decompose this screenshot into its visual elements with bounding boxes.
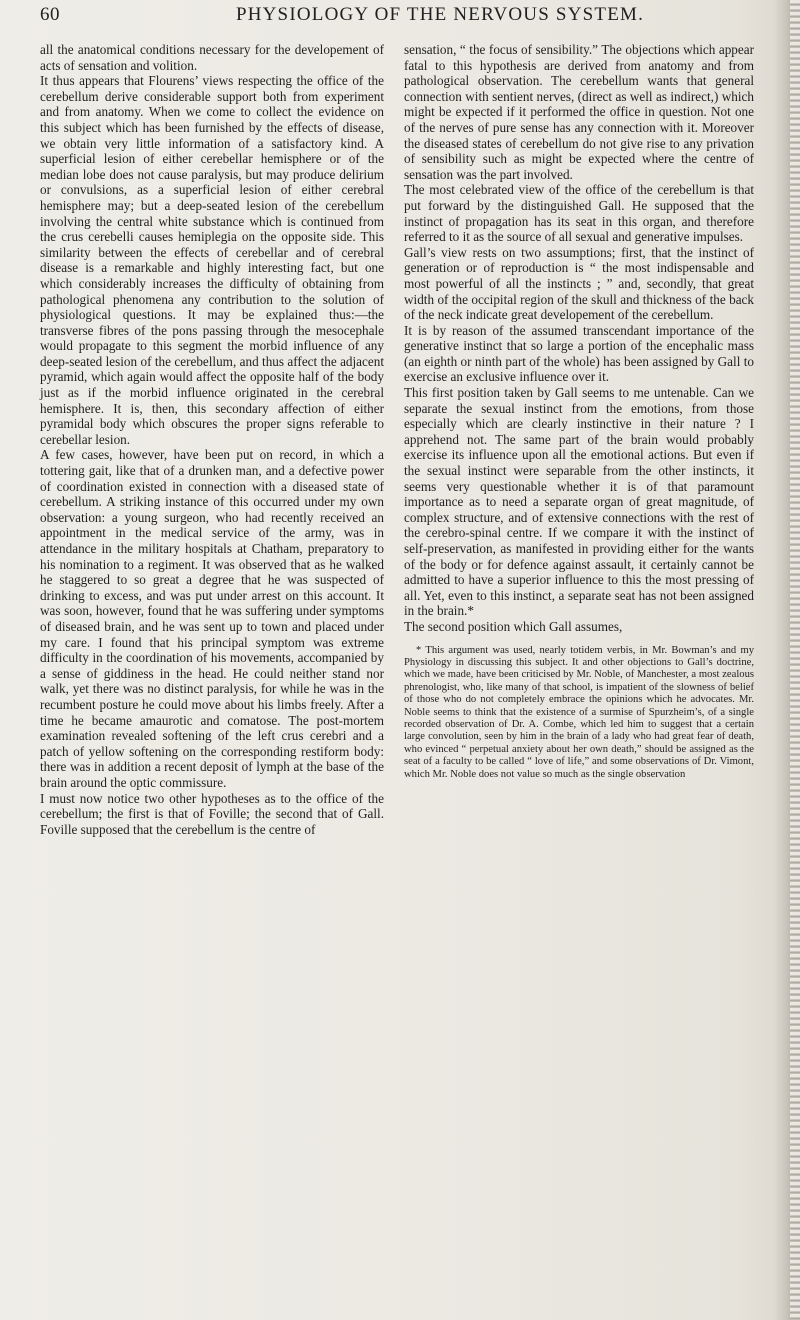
- footnote: [404, 645, 754, 781]
- page-number: 60: [40, 4, 60, 25]
- paragraph: The most celebrated view of the office of the cerebellum is that put forward by the distinguished Gall. He supposed that the instinct of propagation has its seat in this organ, and therefore referred to it as the source of all sexual and generative impulses.: [404, 182, 754, 245]
- paragraph: It thus appears that Flourens’ views respecting the office of the cerebellum derive considerable support both from experiment and from anatomy. When we come to collect the evidence on this subject which has been furnished by the effects of disease, we obtain very little information of a satisfactory kind. A superficial lesion of either cerebellar hemisphere or of the median lobe does not cause paralysis, but may produce delirium or convulsions, as a superficial lesion of either cerebral hemisphere may; but a deep-seated lesion of the cerebellum involving the central white substance which is continued from the crus cerebelli causes hemiplegia on the opposite side. This similarity between the effects of cerebellar and of cerebral disease is a remarkable and highly interesting fact, but one which considerably increases the difficulty of obtaining from pathological phenomena any contribution to the solution of physiological questions. It may be explained thus:—the transverse fibres of the pons passing through the mesocephale would propagate to this segment the morbid influence of any deep-seated lesion of the cerebellum, and thus affect the adjacent pyramid, which again would affect the opposite half of the body just as if the morbid influence originated in the cerebral hemisphere. It is, then, this secondary affection of either pyramidal body which obscures the proper signs referable to cerebellar lesion.: [40, 73, 384, 447]
- running-head: PHYSIOLOGY OF THE NERVOUS SYSTEM.: [235, 4, 645, 25]
- page-header: [40, 0, 780, 34]
- right-column: [404, 42, 754, 781]
- paragraph: The second position which Gall assumes,: [404, 618, 623, 634]
- left-column: [40, 42, 384, 837]
- paragraph: all the anatomical conditions necessary for the developement of acts of sensation and volition.: [40, 42, 384, 73]
- footnote-text: * This argument was used, nearly totidem verbis, in Mr. Bowman’s and my Physiology in discussing this subject. It and other objections to Gall’s doctrine, which we made, have been criticised by Mr. Noble, of Manchester, a most zealous phrenologist, who, like many of that school, is impatient of the slowness of belief of those who do not completely embrace the opinions which he advocates. Mr. Noble seems to think that the existence of a surmise of Spurzheim’s, of a single recorded observation of Dr. A. Combe, which led him to suggest that a certain large convolution, seen by him in the brain of a lady who had great fear of death, who evinced “ perpetual anxiety about her own death,” should be assigned as the seat of a faculty to be called “ love of life,” and some observations of Dr. Vimont, which Mr. Noble does not value so much as the single observation: [404, 644, 754, 780]
- paragraph: Gall’s view rests on two assumptions; first, that the instinct of generation or of reproduction is “ the most indispensable and most powerful of all the instincts ; ” and, secondly, that great width of the occipital region of the skull and thickness of the back of the neck indicate great developement of the cerebellum.: [404, 244, 754, 323]
- paragraph: This first position taken by Gall seems to me untenable. Can we separate the sexual instinct from the emotions, from those especially which are clearly instinctive in their nature ? I apprehend not. The same part of the brain would probably exercise its influence upon all the emotional actions. But even if the sexual instinct were separable from the other instincts, it seems very questionable whether it is of that paramount importance as to need a separate organ of great magnitude, of complex structure, and of extensive connections with the rest of the cerebro-spinal centre. If we compare it with the instinct of self-preservation, as manifested in providing either for the wants of the body or for defence against assault, it certainly cannot be admitted to have a superior influence to this the most pressing of all. Yet, even to this instinct, a separate seat has not been assigned in the brain.*: [404, 385, 754, 619]
- paragraph: sensation, “ the focus of sensibility.” The objections which appear fatal to this hypothesis are derived from anatomy and from pathological observation. The cerebellum wants that general connection with sentient nerves, (direct as well as indirect,) which might be expected if it performed the office in question. Not one of the nerves of pure sense has any connection with it. Moreover the diseased states of cerebellum do not give rise to any privation of sensibility such as might be expected where the centre of sensation was the part involved.: [404, 42, 754, 182]
- paragraph: It is by reason of the assumed transcendant importance of the generative instinct that so large a portion of the encephalic mass (an eighth or ninth part of the whole) has been assigned by Gall to exercise an exclusive influence over it.: [404, 322, 754, 385]
- page-edge-strip: [790, 0, 800, 1320]
- paragraph: I must now notice two other hypotheses as to the office of the cerebellum; the first is that of Foville; the second that of Gall. Foville supposed that the cerebellum is the centre of: [40, 790, 384, 837]
- paragraph: A few cases, however, have been put on record, in which a tottering gait, like that of a drunken man, and a defective power of coordination existed in connection with a diseased state of cerebellum. A striking instance of this occurred under my own observation: a young surgeon, who had recently received an appointment in the medical service of the army, was in attendance in the military hospitals at Chatham, preparatory to his nomination to a regiment. It was observed that as he walked he staggered to so great a degree that he was suspected of drinking to excess, and was put under arrest on this account. It was soon, however, found that he was suffering under symptoms of diseased brain, and he was sent up to town and placed under my care. I found that his principal symptom was extreme difficulty in the coordination of his movements, accompanied by a sense of giddiness in the head. He could neither stand nor walk, yet there was no distinct paralysis, for while he was in the recumbent posture he could move about his limbs freely. After a time he became amaurotic and comatose. The post-mortem examination revealed softening of the left crus cerebri and a patch of yellow softening on the corresponding restiform body: there was in addition a recent deposit of lymph at the base of the brain around the optic commissure.: [40, 447, 384, 790]
